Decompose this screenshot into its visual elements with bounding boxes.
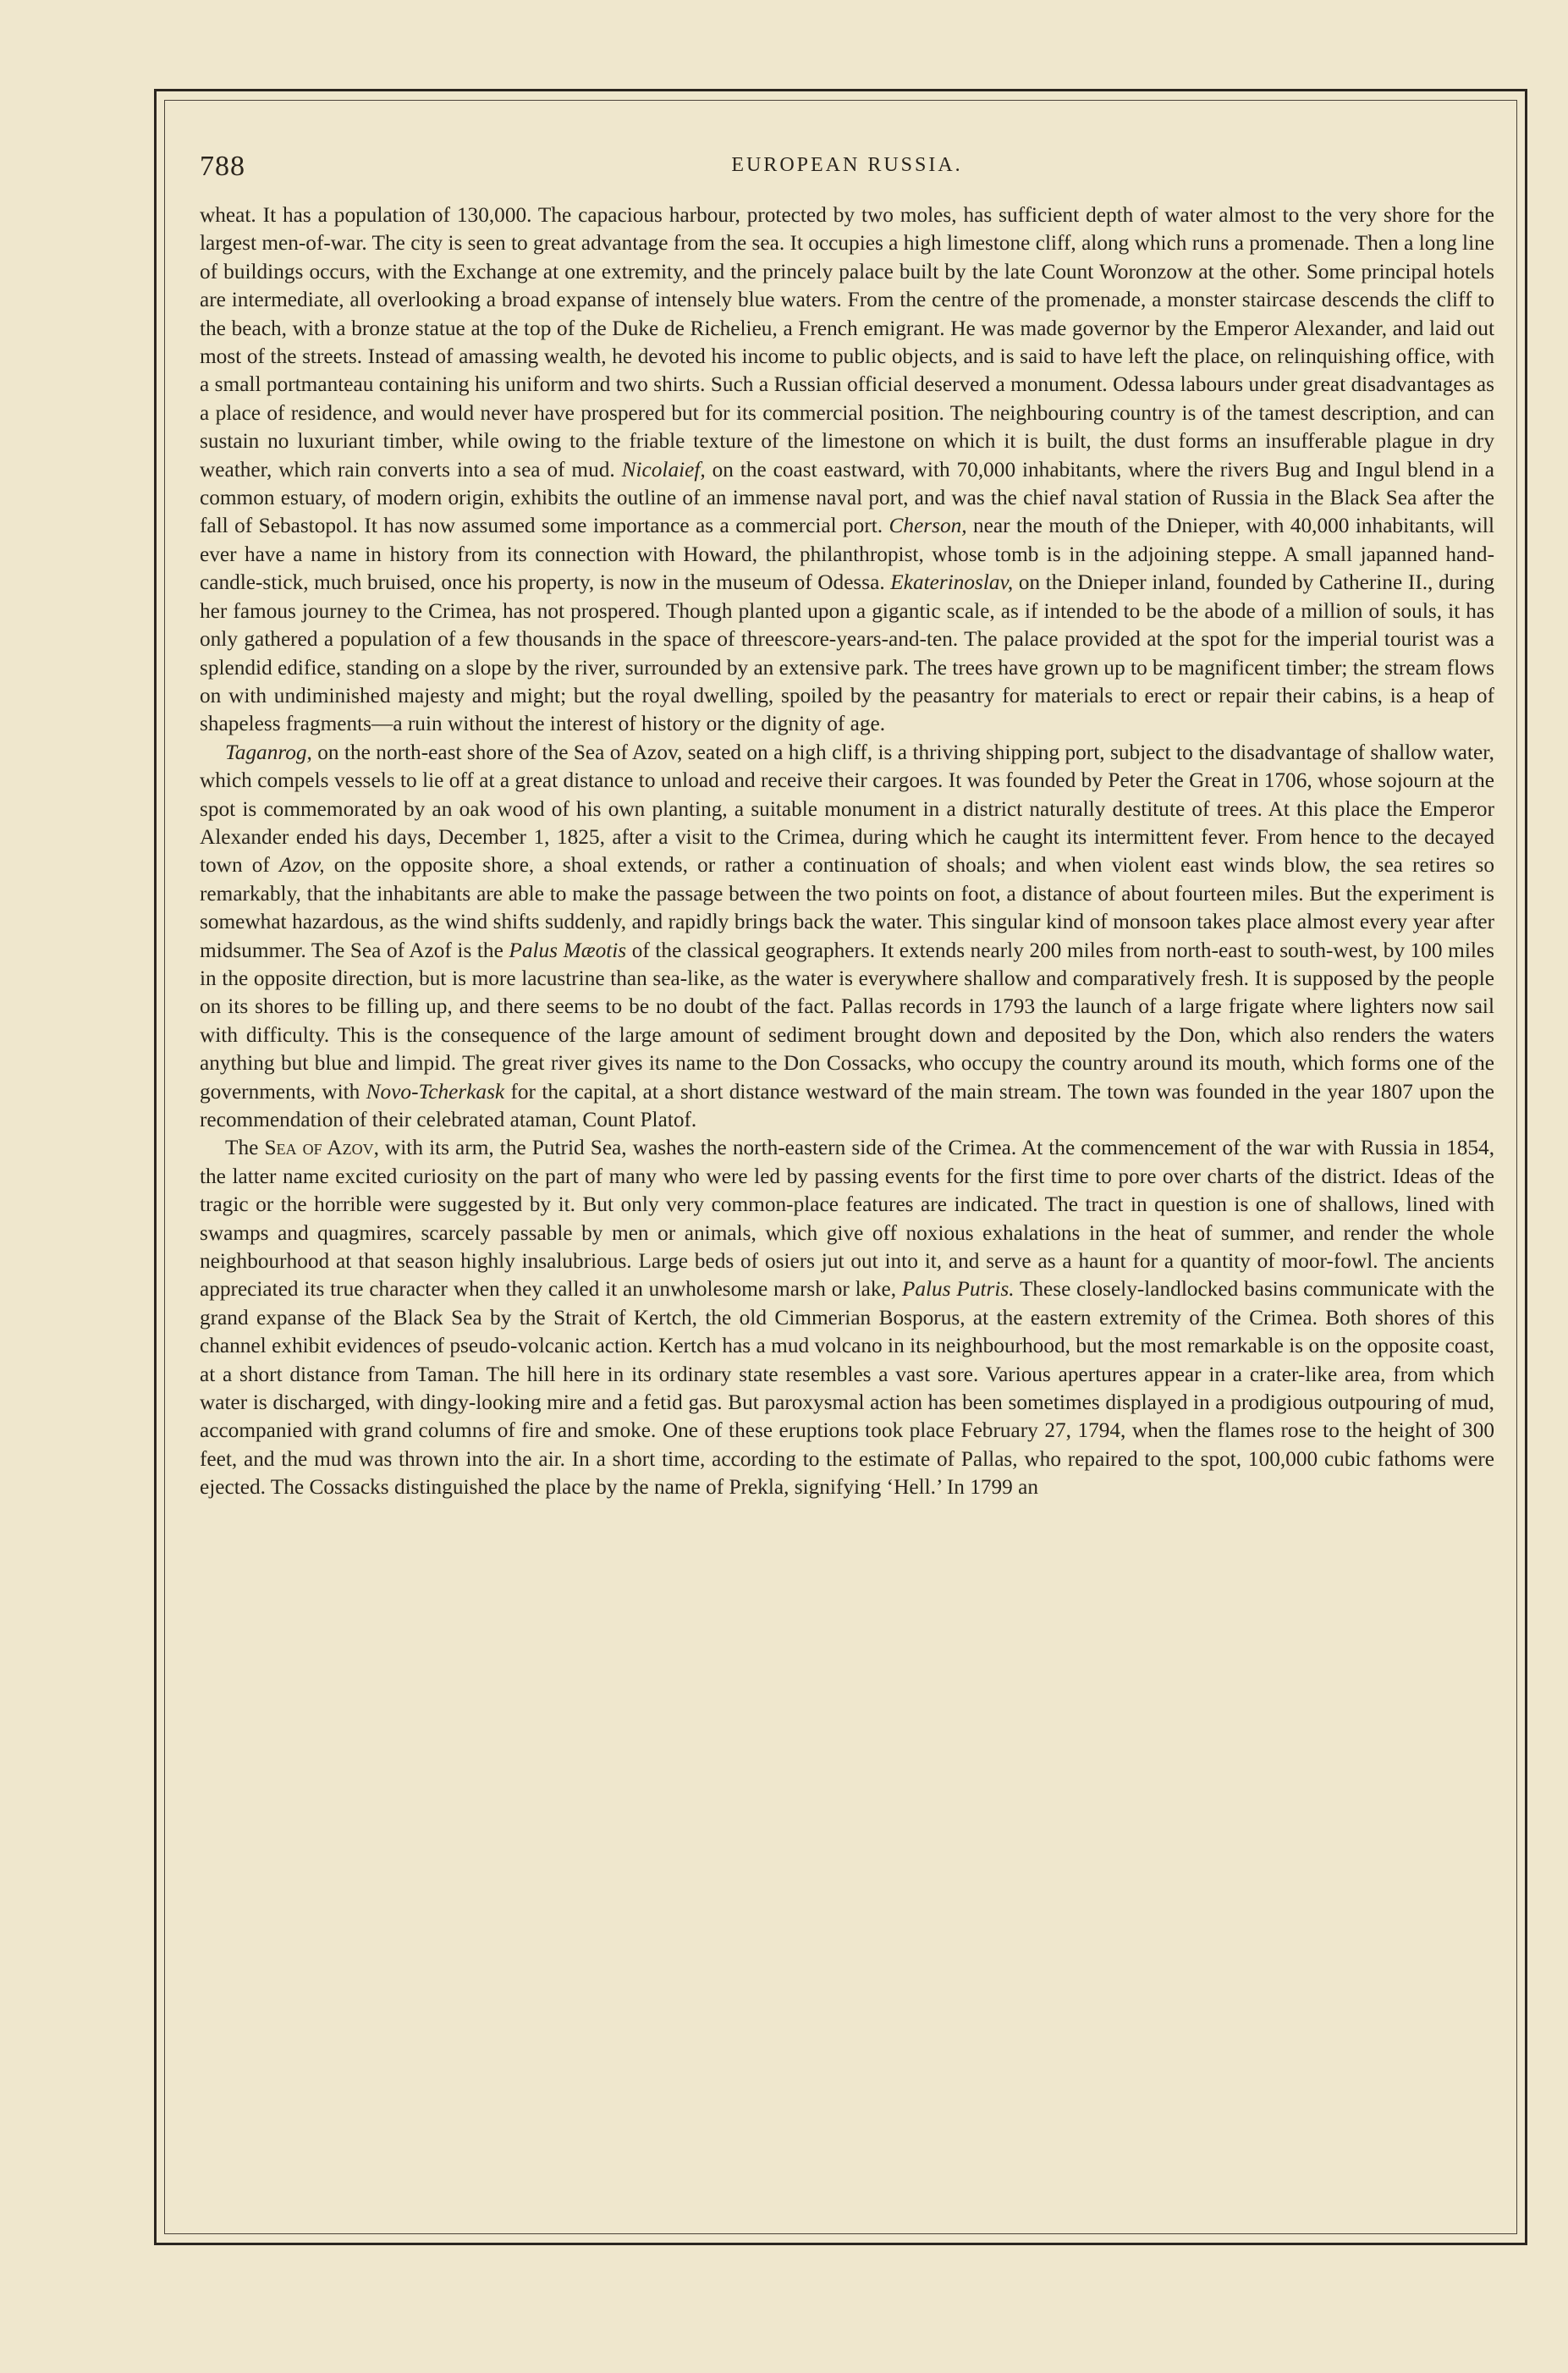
text-run: near the mouth of the Dnieper, with 40,000 inhabitants, will ever have a name in history from its connection with Howard, the philanthropist, whose tomb is in the adjoining steppe. A small japanned hand-candle-stick, much bruised, once his property, is now in the museum of Odessa. bbox=[200, 514, 1494, 595]
text-run: on the coast eastward, with 70,000 inhabitants, where the rivers Bug and Ingul blend in a common estuary, of modern origin, exhibits the outline of an immense naval port, and was the chief naval station of Russia in the Black Sea after the fall of Sebastopol. It has now assumed some importance as a commercial port. bbox=[200, 457, 1494, 538]
page-number: 788 bbox=[200, 151, 245, 182]
text-run: of the classical geographers. It extends nearly 200 miles from north-east to south-west, by 100 miles in the opposite direction, but is more lacustrine than sea-like, as the water is everywhere shallow and comparatively fresh. It is supposed by the people on its shores to be filling up, and there seems to be no doubt of the fact. Pallas records in 1793 the launch of a large frigate where lighters now sail with difficulty. This is the consequence of the large amount of sediment brought down and deposited by the Don, which also renders the waters anything but blue and limpid. The great river gives its name to the Don Cossacks, who occupy the country around its mouth, which forms one of the governments, with bbox=[200, 938, 1494, 1104]
text-run: These closely-landlocked basins communicate with the grand expanse of the Black Sea by the Strait of Kertch, the old Cimmerian Bosporus, at the eastern extremity of the Crimea. Both shores of this channel exhibit evidences of pseudo-volcanic action. Kertch has a mud volcano in its neighbourhood, but the most remarkable is on the opposite coast, at a short distance from Taman. The hill here in its ordinary state resembles a vast sore. Various apertures appear in a crater-like area, from which water is discharged, with dingy-looking mire and a fetid gas. But paroxysmal action has been sometimes displayed in a prodigious outpouring of mud, accompanied with grand columns of fire and smoke. One of these eruptions took place February 27, 1794, when the flames rose to the height of 300 feet, and the mud was thrown into the air. In a short time, according to the estimate of Pallas, who repaired to the spot, 100,000 cubic fathoms were ejected. The Cossacks distinguished the place by the name of Prekla, signifying ‘Hell.’ In 1799 an bbox=[200, 1277, 1494, 1500]
text-run: The bbox=[225, 1136, 265, 1160]
text-run: , with its arm, the Putrid Sea, washes the north-eastern side of the Crimea. At the commencement of the war with Russia in 1854, the latter name excited curiosity on the part of many who were led by passing events for the first time to pore over charts of the district. Ideas of the tragic or the horrible were suggested by it. But only very common-place features are indicated. The tract in question is one of shallows, lined with swamps and quagmires, scarcely passable by men or animals, which give off noxious exhalations in the heat of summer, and render the whole neighbourhood at that season highly insalubrious. Large beds of osiers jut out into it, and serve as a haunt for a quantity of moor-fowl. The ancients appreciated its true character when they called it an unwholesome marsh or lake, bbox=[200, 1136, 1494, 1302]
page-body bbox=[200, 201, 1494, 2216]
text-run: on the north-east shore of the Sea of Azov, seated on a high cliff, is a thriving shipping port, subject to the disadvantage of shallow water, which compels vessels to lie off at a great distance to unload and receive their cargoes. It was founded by Peter the Great in 1706, whose sojourn at the spot is commemorated by an oak wood of his own planting, a suitable monument in a district naturally destitute of trees. At this place the Emperor Alexander ended his days, December 1, 1825, after a visit to the Crimea, during which he caught its intermittent fever. From hence to the decayed town of bbox=[200, 740, 1494, 878]
text-run: on the opposite shore, a shoal extends, or rather a continuation of shoals; and when violent east winds blow, the sea retires so remarkably, that the inhabitants are able to make the passage between the two points on foot, a distance of about fourteen miles. But the experiment is somewhat hazardous, as the wind shifts suddenly, and rapidly brings back the water. This singular kind of monsoon takes place almost every year after midsummer. The Sea of Azof is the bbox=[200, 853, 1494, 962]
paragraph bbox=[200, 201, 1494, 739]
paragraph bbox=[200, 1134, 1494, 1501]
italic-term: Palus Putris. bbox=[901, 1277, 1015, 1302]
italic-term: Azov, bbox=[278, 853, 325, 878]
italic-term: Novo-Tcherkask bbox=[366, 1079, 505, 1104]
text-run: on the Dnieper inland, founded by Catherine II., during her famous journey to the Crimea, has not prospered. Though planted upon a gigantic scale, as if intended to be the abode of a million of souls, it has only gathered a population of a few thousands in the space of threescore-years-and-ten. The palace provided at the spot for the imperial tourist was a splendid edifice, standing on a slope by the river, surrounded by an extensive park. The trees have grown up to be magnificent timber; the stream flows on with undiminished majesty and might; but the royal dwelling, spoiled by the peasantry for materials to erect or repair their cabins, is a heap of shapeless fragments—a ruin without the interest of history or the dignity of age. bbox=[200, 570, 1494, 736]
italic-term: Ekaterinoslav, bbox=[890, 570, 1014, 595]
text-run: for the capital, at a short distance westward of the main stream. The town was founded in the year 1807 upon the recommendation of their celebrated ataman, Count Platof. bbox=[200, 1079, 1494, 1131]
italic-term: Cherson, bbox=[889, 514, 967, 538]
running-head: EUROPEAN RUSSIA. bbox=[731, 154, 963, 176]
italic-term: Nicolaief, bbox=[621, 457, 706, 482]
small-caps-term: Sea of Azov bbox=[264, 1136, 374, 1160]
italic-term: Taganrog, bbox=[225, 740, 312, 764]
paragraph bbox=[200, 739, 1494, 1135]
italic-term: Palus Mæotis bbox=[509, 938, 627, 962]
page-header bbox=[200, 151, 1494, 188]
text-run: wheat. It has a population of 130,000. The capacious harbour, protected by two moles, has sufficient depth of water almost to the very shore for the largest men-of-war. The city is seen to great advantage from the sea. It occupies a high limestone cliff, along which runs a promenade. Then a long line of buildings occurs, with the Exchange at one extremity, and the princely palace built by the late Count Woronzow at the other. Some principal hotels are intermediate, all overlooking a broad expanse of intensely blue waters. From the centre of the promenade, a monster staircase descends the cliff to the beach, with a bronze statue at the top of the Duke de Richelieu, a French emigrant. He was made governor by the Emperor Alexander, and laid out most of the streets. Instead of amassing wealth, he devoted his income to public objects, and is said to have left the place, on relinquishing office, with a small portmanteau containing his uniform and two shirts. Such a Russian official deserved a monument. Odessa labours under great disadvantages as a place of residence, and would never have prospered but for its commercial position. The neighbouring country is of the tamest description, and can sustain no luxuriant timber, while owing to the friable texture of the limestone on which it is built, the dust forms an insufferable plague in dry weather, which rain converts into a sea of mud. bbox=[200, 203, 1494, 482]
